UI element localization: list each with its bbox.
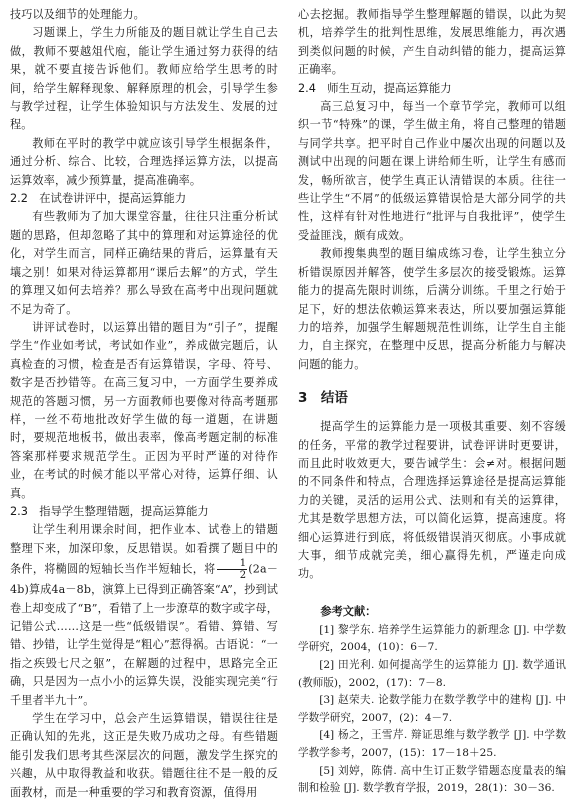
reference-item: [3] 赵荣夫. 论数学能力在数学教学中的建构 [J]. 中学数学研究，2007，(2)：4－7. bbox=[298, 694, 566, 724]
references-title: 参考文献： bbox=[320, 603, 377, 618]
reference-item: [5] 刘婷，陈倩. 高中生订正数学错题态度量表的编制和检验 [J]. 数学教育学报，2019，28(1)：30－36. bbox=[298, 764, 566, 795]
paragraph-exercise-class: 习题课上，学生力所能及的题目就让学生自己去做，教师不要越俎代庖，能让学生通过努力获得的结果，就不要直接告诉他们。教师应给学生思考的时间，给学生解释现象、解释原理的机会，引导学生参与教学过程，让学生体验知识与方法发生、发展的过程。 bbox=[10, 26, 278, 132]
left-column bbox=[10, 6, 278, 802]
reference-item: [4] 杨之，王雪芹. 辩证思维与数学教学 [J]. 中学数学教学参考，2007，(15)：17－18＋25. bbox=[298, 729, 566, 759]
paragraph-teacher-student-interaction: 高三总复习中，每当一个章节学完，教师可以组织一节“特殊”的课，学生做主角，将自己整理的错题与同学共享。把平时自己作业中屡次出现的问题以及测试中出现的问题在课上讲给师生听，让学生有感而发，畅所欲言，使学生真正认清错误的本质。往往一些让学生“不屑”的低级运算错误恰是大部分同学的共性，这样有针对性地进行“批评与自我批评”，使学生受益匪浅，颇有成效。 bbox=[298, 100, 566, 242]
paragraph-paper-review: 讲评试卷时，以运算出错的题目为“引子”，提醒学生“作业如考试，考试如作业”，养成做完题后，认真检查的习惯，检查是否有运算错误，字母、符号、数字是否抄错等。在高三复习中，一方面学生要养成规范的答题习惯，另一方面教师也要像对待高考题那样，一丝不苟地批改好学生做的每一道题，在讲题时，要规范地板书，做出表率，像高考题定制的标准答案那样要求规范学生。正因为平时严谨的对待作业，在考试的时候才能以平常心对待，运算仔细、认真。 bbox=[10, 320, 278, 500]
paragraph-lecture-focus: 有些教师为了加大课堂容量，往往只注重分析试题的思路，但却忽略了其中的算理和对运算途径的优化，对学生而言，同样正确结果的背后，运算量有天壤之别！如果对待运算都用“课后去解”的方式，学生的算理又如何去培养？那么导致在高考中出现问题就不足为奇了。 bbox=[10, 210, 278, 316]
paragraph-continuation-right: 心去挖掘。教师指导学生整理解题的错误，以此为契机，培养学生的批判性思维，发展思维能力，再次遇到类似问题的时候，产生自动纠错的能力，提高运算正确率。 bbox=[298, 8, 566, 77]
paragraph-continuation: 技巧以及细节的处理能力。 bbox=[10, 8, 145, 21]
paragraph-error-notebook bbox=[10, 521, 278, 710]
fraction-one-half bbox=[217, 558, 248, 581]
section-heading-2-2: 2.2 在试卷讲评中，提高运算能力 bbox=[10, 192, 187, 206]
right-column bbox=[298, 6, 566, 798]
paragraph-practice-papers: 教师搜集典型的题目编成练习卷，让学生独立分析错误原因并解答，使学生多层次的接受锻炼。运算能力的提高先限时训练，后满分训练。千里之行始于足下，好的想法依赖运算来表达，所以要加强运算能力的培养，加强学生解题规范性训练，让学生自主能力，自主探究，在整理中反思，提高分析能力与解决问题的能力。 bbox=[298, 247, 566, 371]
section-heading-3-conclusion: 3 结语 bbox=[298, 390, 348, 407]
error-notebook-text-b: (2a－4b)算成4a－8b，演算上已得到正确答案“A”，抄到试卷上却变成了“B”，看错了上一步潦草的数字或字母，记错公式……这是一些“低级错误”。看错、算错、写错、抄错，让学生觉得是“粗心”惹得祸。古语说：“一指之疾毁七尺之躯”，在解题的过程中，思路完全正确，只是因为一点小小的运算失误，没能实现完美“行千里者半九十”。 bbox=[10, 562, 278, 707]
fraction-numerator: 1 bbox=[217, 558, 248, 570]
paragraph-conclusion: 提高学生的运算能力是一项极其重要、刻不容缓的任务，平常的教学过程要讲，试卷评讲时更要讲，而且此时收效更大，要告诫学生：会≠对。根据问题的不同条件和特点，合理选择运算途径是提高运算能力的关键，灵活的运用公式、法则和有关的运算律，尤其是数学思想方法，可以简化运算，提高速度。将细心运算进行到底，将低级错误消灭彻底。小事成就大事，细节成就完美，细心赢得先机，严谨走向成功。 bbox=[298, 420, 566, 581]
reference-item: [1] 黎学东. 培养学生运算能力的新理念 [J]. 中学数学研究，2004，(10)：6－7. bbox=[298, 623, 566, 654]
reference-item: [2] 田光利. 如何提高学生的运算能力 [J]. 数学通讯(教师版)，2002，(17)：7－8. bbox=[298, 658, 566, 689]
error-notebook-text-a: 让学生利用课余时间，把作业本、试卷上的错题整理下来，加深印象，反思错误。如看撰了题目中的条件，将椭圆的短轴长当作半短轴长，将 bbox=[10, 523, 278, 576]
paragraph-errors-as-resource: 学生在学习中，总会产生运算错误，错误往往是正确认知的先兆，这正是失败乃成功之母。有些错题能引发我们思考其些深层次的问题，激发学生探究的兴趣，从中取得教益和收获。错题往往不是一般的反面教材，而是一种重要的学习和教育资源，值得用 bbox=[10, 712, 278, 799]
section-heading-2-3: 2.3 指导学生整理错题，提高运算能力 bbox=[10, 504, 209, 518]
fraction-denominator: 2 bbox=[239, 570, 247, 582]
section-heading-2-4: 2.4 师生互动，提高运算能力 bbox=[298, 81, 452, 95]
paragraph-teacher-guidance: 教师在平时的教学中就应该引导学生根据条件，通过分析、综合、比较，合理选择运算方法，以提高运算效率，减少预算量，提高准确率。 bbox=[10, 136, 278, 187]
